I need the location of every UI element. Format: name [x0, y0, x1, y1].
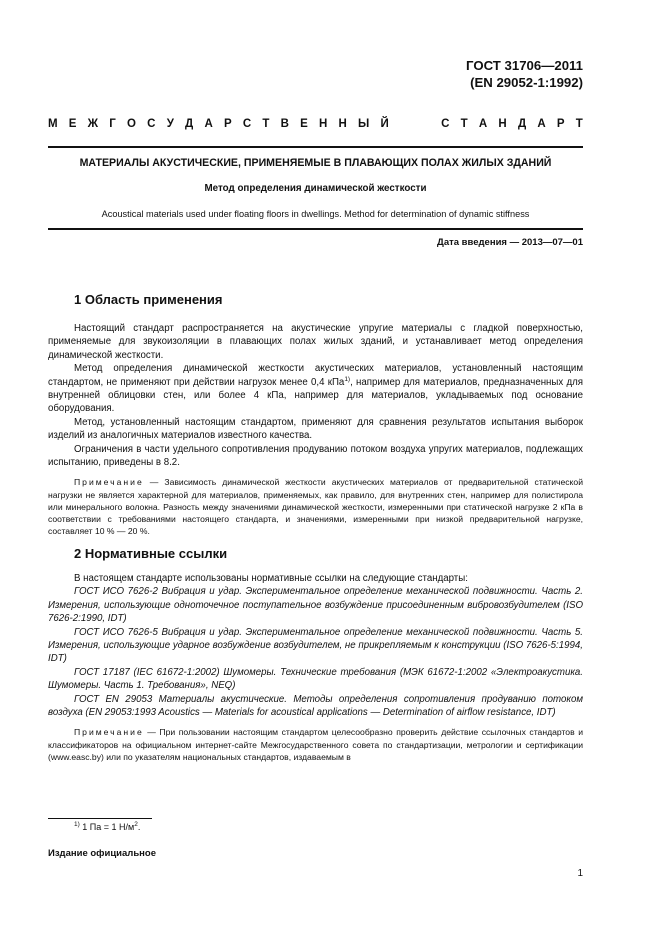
- paragraph: Ограничения в части удельного сопротивления продуванию потоком воздуха упругих материалов, подлежащих испытанию, приведены в 8.2.: [48, 443, 583, 469]
- banner-letter: С: [242, 118, 252, 130]
- reference-item: ГОСТ 17187 (IEC 61672-1:2002) Шумомеры. Технические требования (МЭК 61672-1:2002 «Электроакустика. Шумомеры. Часть 1. Требования», NEQ): [48, 666, 583, 692]
- paragraph: В настоящем стандарте использованы нормативные ссылки на следующие стандарты:: [74, 573, 468, 584]
- interstate-standard-banner: [48, 118, 583, 130]
- footnote-ref: 1): [344, 375, 351, 383]
- page-number: 1: [577, 868, 583, 879]
- banner-letter: У: [166, 118, 174, 130]
- banner-letter: А: [204, 118, 213, 130]
- banner-letter: В: [280, 118, 289, 130]
- banner-letter: Т: [262, 118, 270, 130]
- banner-letter: Г: [109, 118, 116, 130]
- section-1-body: [48, 322, 583, 537]
- banner-letter: Т: [460, 118, 468, 130]
- paragraph: Метод определения динамической жесткости акустических материалов, установленный настоящим стандартом, не применяют при действии нагрузок менее 0,4 кПа$^{1)}$, например для материалов, предназначенных для внутренней облицовки стен, или более 4 кПа, например для материалов, укладываемых под основание оборудования.: [48, 363, 583, 415]
- section-1-heading: 1 Область применения: [74, 292, 223, 307]
- reference-item: ГОСТ ИСО 7626-2 Вибрация и удар. Экспериментальное определение механической подвижности. Часть 2. Измерения, использующие одноточечное поступательное возбуждение присоединенным вибровозбудителем (ISO 7626-2:1990, IDT): [48, 586, 583, 625]
- document-title: МАТЕРИАЛЫ АКУСТИЧЕСКИЕ, ПРИМЕНЯЕМЫЕ В ПЛАВАЮЩИХ ПОЛАХ ЖИЛЫХ ЗДАНИЙ: [79, 157, 552, 169]
- banner-letter: М: [48, 118, 58, 130]
- introduction-date: Дата введения — 2013—07—01: [437, 237, 583, 248]
- banner-letter: Р: [556, 118, 565, 130]
- english-title: Acoustical materials used under floating floors in dwellings. Method for determination of dynamic stiffness: [101, 209, 530, 219]
- reference-item: ГОСТ EN 29053 Материалы акустические. Методы определения сопротивления продуванию потоком воздуха (EN 29053:1993 Acoustics — Materials for acoustical applications — Determination of airflow resistance, IDT): [48, 693, 583, 719]
- footnote-rule: [48, 818, 152, 819]
- banner-letter: Н: [338, 118, 347, 130]
- note: Примечание — При пользовании настоящим стандартом целесообразно проверить действие ссылочных стандартов и классификаторов на официальном интернет-сайте Межгосударственного совета по стандартизации, метрологии и сертификации (www.easc.by) или по указателям национальных стандартов, издаваемым в: [48, 727, 583, 762]
- paragraph: Метод, установленный настоящим стандартом, применяют для сравнения результатов испытания выборок изделий из аналогичных материалов известного качества.: [48, 416, 583, 442]
- paragraph: Настоящий стандарт распространяется на акустические упругие материалы с гладкой поверхностью, применяемые для звукоизоляции в плавающих полах жилых зданий, и устанавливает метод определения динамической жесткости.: [48, 323, 583, 361]
- banner-letter: Ы: [358, 118, 370, 130]
- banner-letter: Д: [185, 118, 194, 130]
- note: Примечание — Зависимость динамической жесткости акустических материалов от предварительной статической нагрузки не является характерной для материалов, применяемых, как правило, для внутренних стен, например для полистирола или минерального волокна. Разность между значениями динамической жесткости, измеренными при статической нагрузке 2 кПа в соответствии с требованиями настоящего стандарта, и значениями, измеренными при низкой предварительной нагрузке, составляет 10 % — 20 %.: [48, 477, 583, 537]
- banner-letter: Е: [300, 118, 308, 130]
- en-number: (EN 29052-1:1992): [470, 75, 583, 90]
- banner-letter: О: [127, 118, 136, 130]
- banner-letter: Й: [380, 118, 389, 130]
- banner-letter: Н: [318, 118, 328, 130]
- banner-letter: А: [478, 118, 488, 130]
- reference-item: ГОСТ ИСО 7626-5 Вибрация и удар. Экспериментальное определение механической подвижности. Часть 5. Измерения, использующие ударное возбуждение возбудителем, не прикрепляемым к конструкции (ISO 7626-5:1994, IDT): [48, 626, 583, 665]
- banner-letter: Е: [68, 118, 77, 130]
- banner-letter: Ж: [87, 118, 99, 130]
- title-bottom-rule: [48, 228, 583, 230]
- banner-letter: Т: [575, 118, 583, 130]
- banner-letter: Р: [223, 118, 232, 130]
- top-rule: [48, 146, 583, 148]
- document-subtitle: Метод определения динамической жесткости: [204, 183, 427, 194]
- footnote: $^{1)}$ 1 Па = 1 $Н/м^2$.: [74, 821, 141, 832]
- banner-letter: С: [147, 118, 156, 130]
- banner-letter: А: [537, 118, 546, 130]
- banner-letter: Н: [498, 118, 507, 130]
- standard-number: [466, 57, 583, 91]
- section-2-heading: 2 Нормативные ссылки: [74, 546, 228, 561]
- banner-letter: С: [441, 118, 450, 130]
- official-edition-label: Издание официальное: [48, 848, 156, 859]
- gost-number: ГОСТ 31706—2011: [466, 58, 583, 73]
- banner-letter: Д: [517, 118, 527, 130]
- section-2-body: [48, 572, 583, 763]
